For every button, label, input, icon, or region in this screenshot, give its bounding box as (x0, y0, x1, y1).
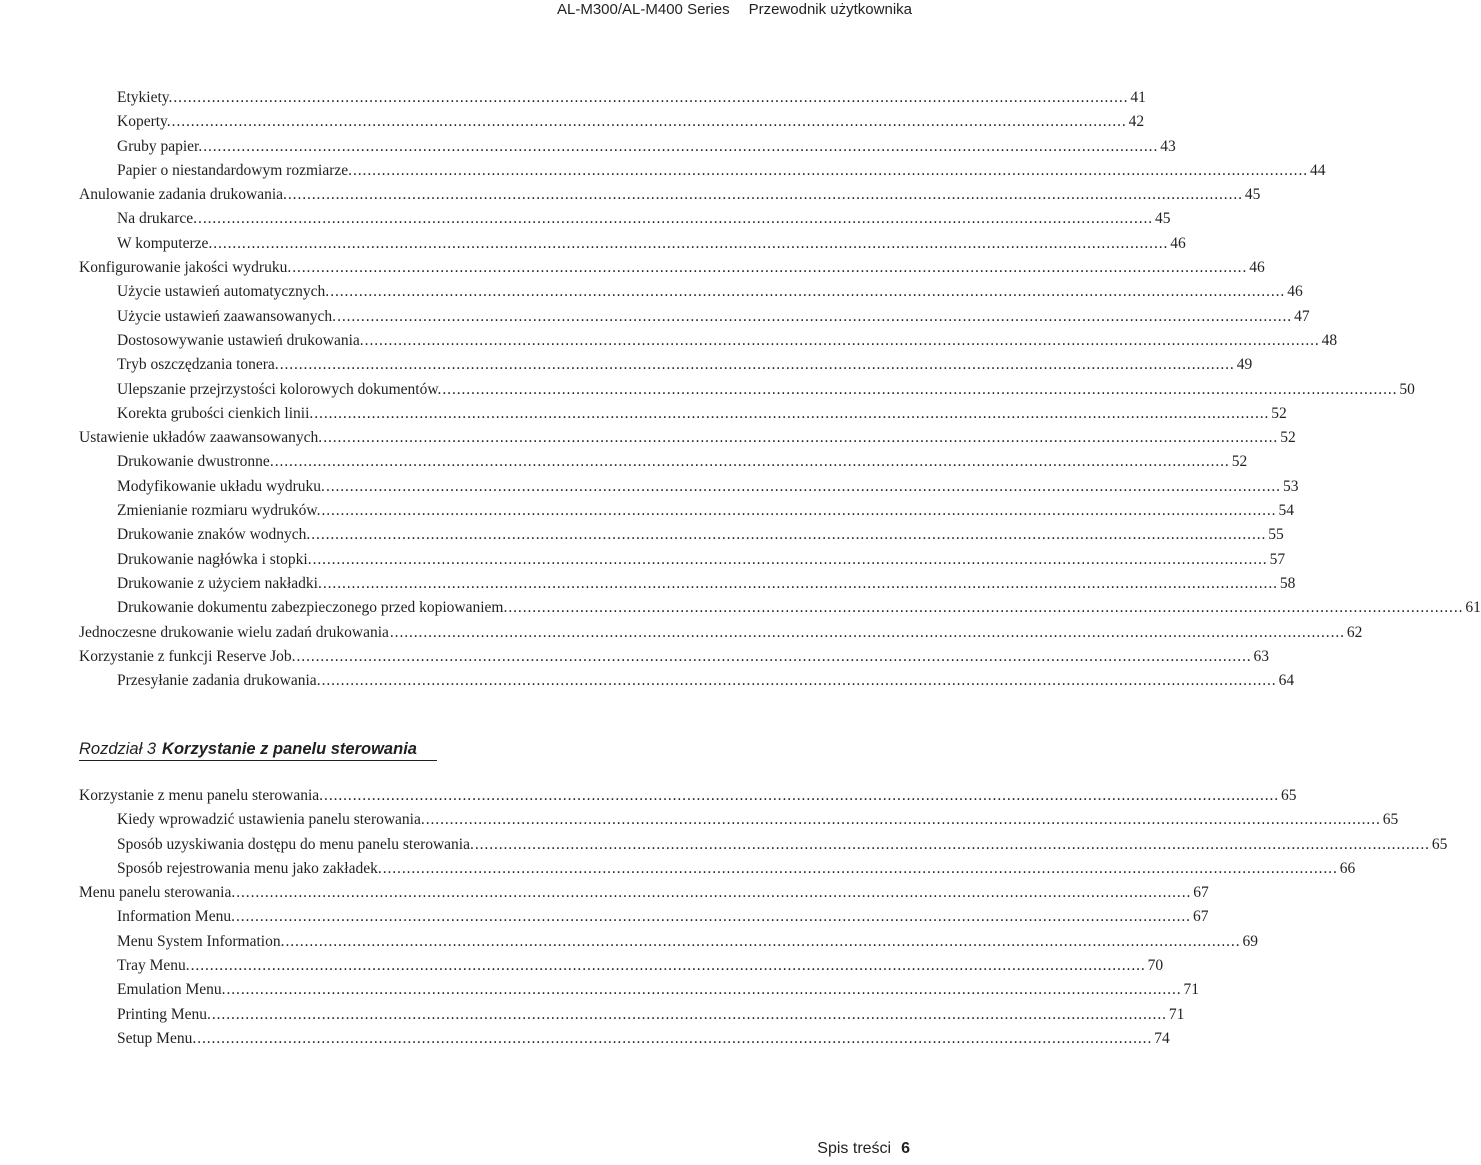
toc-entry-title: W komputerze. (117, 234, 213, 252)
toc-leader-dots: ........................................................................................................................................................................................................ (323, 429, 1279, 447)
toc-entry-title: Drukowanie dokumentu zabezpieczonego przed kopiowaniem. (117, 599, 508, 617)
toc-entry-page: 52 (1280, 429, 1296, 447)
toc-entry-page: 42 (1128, 113, 1145, 131)
toc-entry-title: Koperty. (117, 113, 171, 131)
toc-entry-title: Kiedy wprowadzić ustawienia panelu sterowania. (117, 811, 425, 829)
toc-entry-page: 52 (1231, 453, 1248, 471)
toc-leader-dots: ........................................................................................................................................................................................................ (474, 835, 1430, 853)
toc-entry-title: Menu panelu sterowania. (79, 884, 236, 902)
toc-entry[interactable] (79, 256, 1265, 280)
toc-leader-dots: ........................................................................................................................................................................................................ (173, 89, 1129, 106)
toc-leader-dots: ........................................................................................................................................................................................................ (508, 599, 1464, 617)
toc-entry-title: Emulation Menu. (117, 981, 226, 999)
toc-entry-page: 71 (1183, 981, 1199, 999)
toc-entry-page: 45 (1155, 210, 1171, 228)
chapter-heading[interactable] (79, 740, 437, 761)
toc-leader-dots: ........................................................................................................................................................................................................ (312, 550, 1268, 568)
toc-leader-dots: ........................................................................................................................................................................................................ (190, 957, 1146, 975)
toc-list-bottom (79, 784, 1448, 1051)
toc-entry[interactable] (79, 86, 1146, 110)
toc-entry[interactable] (79, 808, 1399, 832)
toc-entry-page: 46 (1170, 234, 1186, 252)
header-guide-title: Przewodnik użytkownika (748, 1, 912, 18)
toc-leader-dots: ........................................................................................................................................................................................................ (311, 526, 1267, 544)
toc-entry[interactable] (79, 475, 1299, 499)
toc-entry-title: Printing Menu. (117, 1005, 211, 1023)
toc-entry-page: 57 (1269, 550, 1286, 568)
chapter-number: Rozdział 3 (79, 740, 157, 758)
toc-leader-dots: ........................................................................................................................................................................................................ (274, 453, 1230, 471)
toc-entry-page: 67 (1192, 908, 1209, 926)
toc-entry-title: Drukowanie dwustronne. (117, 453, 274, 471)
toc-entry-page: 47 (1294, 307, 1310, 325)
toc-entry[interactable] (79, 183, 1261, 207)
toc-entry[interactable] (79, 833, 1448, 857)
toc-entry-page: 58 (1279, 574, 1296, 592)
toc-entry-title: Korekta grubości cienkich linii. (117, 404, 314, 422)
page-header (557, 1, 912, 23)
toc-entry-title: Użycie ustawień zaawansowanych. (117, 307, 337, 325)
toc-entry-title: Zmienianie rozmiaru wydruków. (117, 502, 321, 520)
toc-entry-page: 43 (1160, 137, 1176, 155)
toc-entry[interactable] (79, 881, 1209, 905)
toc-entry[interactable] (79, 857, 1356, 881)
footer-page-number: 6 (901, 1140, 910, 1157)
chapter-title: Korzystanie z panelu sterowania (162, 740, 417, 758)
toc-entry-page: 54 (1278, 502, 1294, 520)
toc-entry[interactable] (79, 905, 1209, 929)
toc-leader-dots: ........................................................................................................................................................................................................ (321, 672, 1277, 690)
toc-entry-title: Drukowanie nagłówka i stopki. (117, 550, 312, 568)
toc-leader-dots: ........................................................................................................................................................................................................ (389, 623, 1345, 641)
toc-leader-dots: ........................................................................................................................................................................................................ (322, 574, 1278, 592)
toc-leader-dots: ........................................................................................................................................................................................................ (226, 981, 1182, 999)
toc-entry-page: 50 (1399, 380, 1415, 398)
toc-entry[interactable] (79, 523, 1284, 547)
toc-entry[interactable] (79, 353, 1253, 377)
toc-entry-page: 52 (1271, 404, 1287, 422)
toc-entry-title: Użycie ustawień automatycznych. (117, 283, 330, 301)
toc-entry[interactable] (79, 159, 1326, 183)
toc-entry-title: Gruby papier. (117, 137, 203, 155)
page-footer (817, 1140, 910, 1158)
toc-entry-title: Modyfikowanie układu wydruku. (117, 477, 325, 495)
toc-entry-title: Korzystanie z menu panelu sterowania. (79, 787, 324, 804)
toc-leader-dots: ........................................................................................................................................................................................................ (279, 356, 1235, 374)
toc-leader-dots: ........................................................................................................................................................................................................ (296, 647, 1252, 665)
toc-entry[interactable] (79, 1003, 1185, 1027)
toc-entry-page: 65 (1281, 787, 1297, 804)
toc-leader-dots: ........................................................................................................................................................................................................ (235, 908, 1191, 926)
toc-entry-page: 70 (1147, 957, 1164, 975)
toc-leader-dots: ........................................................................................................................................................................................................ (213, 234, 1169, 252)
toc-entry-page: 69 (1242, 932, 1258, 950)
toc-entry[interactable] (79, 548, 1286, 572)
toc-leader-dots: ........................................................................................................................................................................................................ (198, 210, 1154, 228)
toc-entry[interactable] (79, 232, 1186, 256)
toc-entry[interactable] (79, 329, 1338, 353)
toc-entry-title: Sposób uzyskiwania dostępu do menu panelu sterowania. (117, 835, 474, 853)
toc-entry-page: 48 (1321, 331, 1338, 349)
toc-entry[interactable] (79, 572, 1296, 596)
toc-entry-title: Drukowanie z użyciem nakładki. (117, 574, 322, 592)
toc-leader-dots: ........................................................................................................................................................................................................ (324, 787, 1280, 804)
toc-entry[interactable] (79, 784, 1297, 808)
toc-entry[interactable] (79, 669, 1295, 693)
toc-leader-dots: ........................................................................................................................................................................................................ (236, 884, 1192, 902)
toc-entry[interactable] (79, 596, 1481, 620)
toc-entry-title: Na drukarce. (117, 210, 198, 228)
toc-entry-page: 44 (1310, 161, 1326, 179)
toc-entry-page: 65 (1382, 811, 1399, 829)
toc-leader-dots: ........................................................................................................................................................................................................ (442, 380, 1398, 398)
toc-entry-title: Drukowanie znaków wodnych. (117, 526, 311, 544)
toc-entry[interactable] (79, 930, 1258, 954)
toc-entry-page: 62 (1346, 623, 1363, 641)
toc-entry-title: Etykiety. (117, 89, 173, 106)
toc-leader-dots: ........................................................................................................................................................................................................ (285, 932, 1241, 950)
toc-entry-title: Sposób rejestrowania menu jako zakładek. (117, 859, 382, 877)
toc-entry-title: Konfigurowanie jakości wydruku. (79, 259, 292, 277)
toc-entry-title: Korzystanie z funkcji Reserve Job. (79, 647, 296, 665)
toc-entry-page: 41 (1130, 89, 1146, 106)
toc-leader-dots: ........................................................................................................................................................................................................ (353, 161, 1308, 179)
toc-leader-dots: ........................................................................................................................................................................................................ (330, 283, 1286, 301)
footer-section: Spis treści (817, 1140, 892, 1157)
toc-entry-title: Papier o niestandardowym rozmiarze. (117, 161, 352, 179)
toc-entry-title: Ulepszanie przejrzystości kolorowych dokumentów. (117, 380, 442, 398)
toc-entry-page: 53 (1282, 477, 1299, 495)
toc-entry-page: 66 (1339, 859, 1356, 877)
toc-entry-page: 45 (1244, 186, 1261, 204)
toc-entry-title: Dostosowywanie ustawień drukowania. (117, 331, 364, 349)
toc-leader-dots: ........................................................................................................................................................................................................ (314, 404, 1270, 422)
toc-leader-dots: ........................................................................................................................................................................................................ (203, 137, 1159, 155)
toc-entry-page: 46 (1249, 259, 1265, 277)
toc-entry-page: 63 (1253, 647, 1270, 665)
toc-entry[interactable] (79, 135, 1176, 159)
toc-entry-page: 49 (1236, 356, 1253, 374)
toc-leader-dots: ........................................................................................................................................................................................................ (292, 259, 1248, 277)
toc-entry-title: Tray Menu. (117, 957, 190, 975)
toc-entry-title: Information Menu. (117, 908, 235, 926)
toc-leader-dots: ........................................................................................................................................................................................................ (325, 477, 1281, 495)
toc-leader-dots: ........................................................................................................................................................................................................ (321, 502, 1277, 520)
toc-entry-title: Anulowanie zadania drukowania. (79, 186, 287, 204)
toc-leader-dots: ........................................................................................................................................................................................................ (364, 331, 1320, 349)
toc-entry[interactable] (79, 426, 1296, 450)
toc-entry[interactable] (79, 110, 1145, 134)
toc-entry[interactable] (79, 207, 1171, 231)
toc-entry[interactable] (79, 954, 1164, 978)
toc-leader-dots: ........................................................................................................................................................................................................ (425, 811, 1381, 829)
toc-entry-title: Setup Menu. (117, 1029, 197, 1047)
toc-entry[interactable] (79, 1027, 1170, 1051)
toc-entry-title: Menu System Information. (117, 932, 285, 950)
toc-leader-dots: ........................................................................................................................................................................................................ (211, 1005, 1167, 1023)
toc-entry-page: 71 (1168, 1005, 1185, 1023)
toc-list-top (79, 86, 1481, 693)
toc-leader-dots: ........................................................................................................................................................................................................ (382, 859, 1338, 877)
toc-entry[interactable] (79, 305, 1310, 329)
toc-leader-dots: ........................................................................................................................................................................................................ (171, 113, 1127, 131)
toc-entry-page: 55 (1268, 526, 1284, 544)
toc-leader-dots: ........................................................................................................................................................................................................ (337, 307, 1293, 325)
toc-entry[interactable] (79, 280, 1303, 304)
toc-entry-title: Przesyłanie zadania drukowania. (117, 672, 321, 690)
toc-entry[interactable] (79, 378, 1415, 402)
toc-entry[interactable] (79, 645, 1270, 669)
toc-entry[interactable] (79, 402, 1287, 426)
toc-entry-page: 64 (1278, 672, 1295, 690)
toc-entry-page: 65 (1431, 835, 1448, 853)
toc-entry-page: 61 (1465, 599, 1481, 617)
toc-entry-title: Jednoczesne drukowanie wielu zadań drukowania (79, 623, 389, 641)
toc-leader-dots: ........................................................................................................................................................................................................ (287, 186, 1243, 204)
toc-entry-page: 46 (1287, 283, 1303, 301)
toc-entry[interactable] (79, 978, 1199, 1002)
header-product: AL-M300/AL-M400 Series (557, 1, 730, 18)
toc-entry-title: Ustawienie układów zaawansowanych. (79, 429, 323, 447)
toc-leader-dots: ........................................................................................................................................................................................................ (197, 1029, 1153, 1047)
toc-entry[interactable] (79, 450, 1248, 474)
toc-entry[interactable] (79, 499, 1294, 523)
toc-entry-page: 67 (1193, 884, 1209, 902)
toc-entry-title: Tryb oszczędzania tonera. (117, 356, 279, 374)
toc-entry[interactable] (79, 621, 1363, 645)
toc-entry-page: 74 (1154, 1029, 1170, 1047)
